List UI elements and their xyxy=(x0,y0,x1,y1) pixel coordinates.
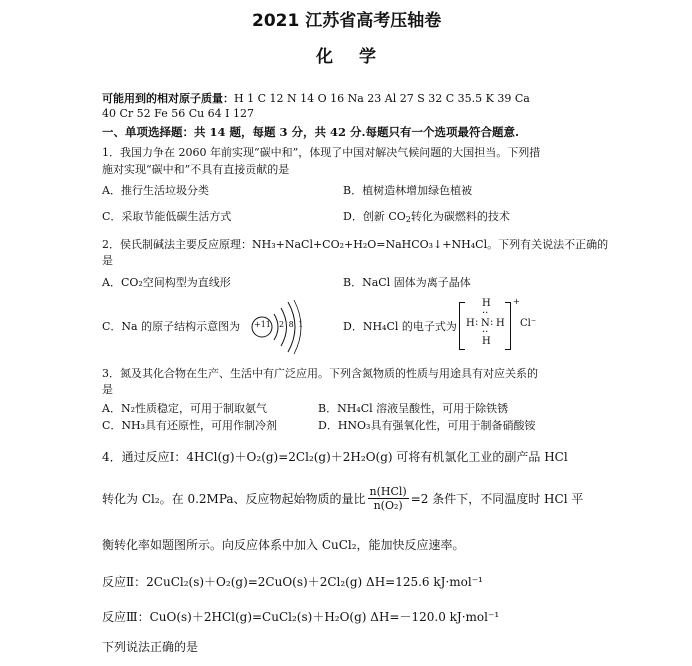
lewis-chloride-ion: Cl⁻ xyxy=(520,318,537,329)
q2-option-a: A．CO₂空间构型为直线形 xyxy=(102,276,231,289)
fraction-denominator: n(O₂) xyxy=(373,498,403,512)
q4-line-3: 衡转化率如题图所示。向反应体系中加入 CuCl₂，能加快反应速率。 xyxy=(102,538,465,552)
q3-stem-line-2: 是 xyxy=(102,383,113,396)
lewis-n-center: N xyxy=(481,318,490,329)
q4-reaction-2: 反应Ⅱ：2CuCl₂(s)＋O₂(g)=2CuO(s)＋2Cl₂(g) ΔH=125.6 kJ·mol⁻¹ xyxy=(102,575,483,589)
q1-option-a: A．推行生活垃圾分类 xyxy=(102,184,209,197)
mole-ratio-fraction xyxy=(368,485,409,512)
q4-reaction-3: 反应Ⅲ：CuO(s)＋2HCl(g)=CuCl₂(s)＋H₂O(g) ΔH=－120.0 kJ·mol⁻¹ xyxy=(102,610,500,624)
lewis-dots-bottom: ·· xyxy=(482,327,489,338)
atomic-mass-line-1 xyxy=(102,92,530,106)
q3-stem-line-1: 3．氮及其化合物在生产、生活中有广泛应用。下列含氮物质的性质与用途具有对应关系的 xyxy=(102,367,538,380)
q2-option-c: C．Na 的原子结构示意图为 xyxy=(102,320,241,333)
q1-stem-line-2: 施对实现“碳中和”不具有直接贡献的是 xyxy=(102,163,290,176)
subject-title: 化学 xyxy=(316,47,402,67)
lewis-right-bracket xyxy=(505,302,511,350)
q4-line-2-prefix: 转化为 Cl₂。在 0.2MPa、反应物起始物质的量比 xyxy=(102,491,366,506)
lewis-colon-left: : xyxy=(475,317,479,328)
lewis-dots-top: ·· xyxy=(482,308,489,319)
q2-option-b: B．NaCl 固体为离子晶体 xyxy=(343,276,471,289)
q3-option-d: D．HNO₃具有强氧化性，可用于制备硝酸铵 xyxy=(318,419,536,432)
atomic-mass-values: H 1 C 12 N 14 O 16 Na 23 Al 27 S 32 C 35.5 K 39 Ca xyxy=(234,92,530,105)
atomic-mass-label: 可能用到的相对原子质量： xyxy=(102,92,234,105)
q1-option-d-prefix: D．创新 CO xyxy=(343,210,406,223)
q3-option-b: B．NH₄Cl 溶液呈酸性，可用于除铁锈 xyxy=(318,402,509,415)
q2-option-d: D．NH₄Cl 的电子式为 xyxy=(343,320,457,333)
q4-line-1: 4．通过反应Ⅰ：4HCl(g)＋O₂(g)=2Cl₂(g)＋2H₂O(g) 可将有机氯化工业的副产品 HCl xyxy=(102,450,568,464)
lewis-h-left: H xyxy=(466,318,475,329)
q3-option-c: C．NH₃具有还原性，可用作制冷剂 xyxy=(102,419,278,432)
lewis-left-bracket xyxy=(459,302,465,350)
sodium-electron-shells: 2 8 1 xyxy=(279,320,305,329)
q1-option-d-suffix: 转化为碳燃料的技术 xyxy=(410,210,510,223)
lewis-h-top: H xyxy=(482,298,491,309)
q2-stem-line-2: 是 xyxy=(102,254,113,267)
lewis-h-right: H xyxy=(496,318,505,329)
lewis-h-bottom: H xyxy=(482,336,491,347)
q4-line-2-suffix: =2 条件下，不同温度时 HCl 平 xyxy=(410,491,584,506)
q1-stem-line-1: 1．我国力争在 2060 年前实现“碳中和”，体现了中国对解决气候问题的大国担当。下列措 xyxy=(102,146,541,159)
atomic-mass-line-2: 40 Cr 52 Fe 56 Cu 64 I 127 xyxy=(102,107,255,120)
q1-option-d-subscript: 2 xyxy=(405,215,411,224)
q4-line-2 xyxy=(102,478,583,518)
exam-title: 2021 江苏省高考压轴卷 xyxy=(252,11,442,31)
lewis-plus-charge: + xyxy=(513,297,520,306)
q1-option-b: B．植树造林增加绿色植被 xyxy=(343,184,473,197)
q1-option-c: C．采取节能低碳生活方式 xyxy=(102,210,232,223)
section-heading: 一、单项选择题：共 14 题，每题 3 分，共 42 分.每题只有一个选项最符合题意. xyxy=(102,125,520,139)
sodium-nucleus-charge: +11 xyxy=(254,320,271,329)
q4-ending: 下列说法正确的是 xyxy=(102,640,199,654)
lewis-colon-right: : xyxy=(490,317,494,328)
fraction-numerator: n(HCl) xyxy=(369,484,407,498)
q1-option-d xyxy=(343,210,510,227)
q2-stem-line-1: 2．侯氏制碱法主要反应原理：NH₃+NaCl+CO₂+H₂O=NaHCO₃↓+NH₄Cl。下列有关说法不正确的 xyxy=(102,238,609,251)
q3-option-a: A．N₂性质稳定，可用于制取氨气 xyxy=(102,402,267,415)
